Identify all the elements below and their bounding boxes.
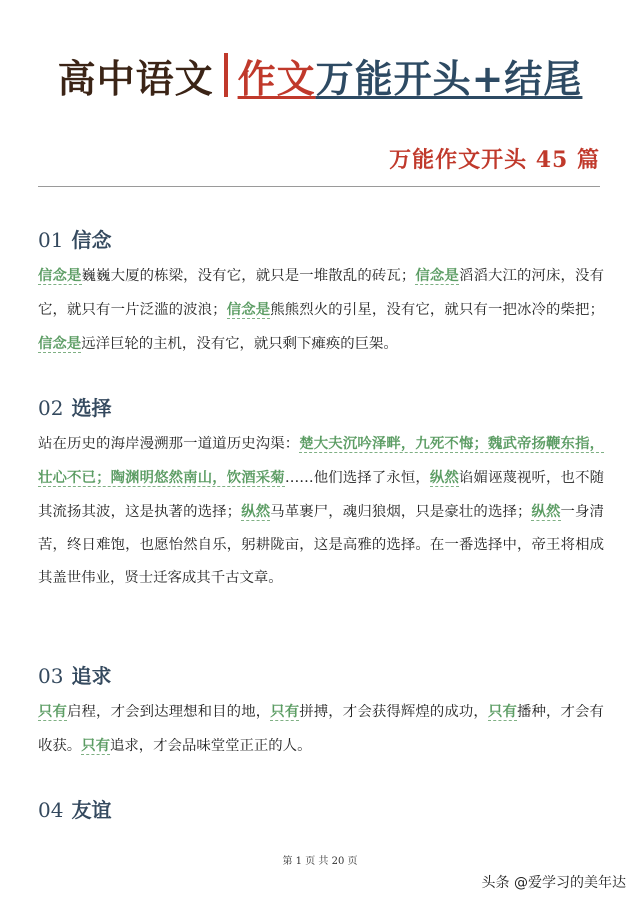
page-number: 第 1 页 共 20 页	[282, 856, 358, 867]
keyword-highlight: 信念是	[38, 267, 82, 284]
keyword-highlight: 信念是	[226, 301, 271, 318]
section-heading	[38, 224, 604, 253]
body-text: 追求，才会品味堂堂正正的人。	[109, 738, 312, 754]
body-text: 站在历史的海岸漫溯那一道道历史沟渠：	[38, 436, 300, 452]
section-number: 03	[38, 664, 64, 688]
body-text: 熊熊烈火的引星，没有它，就只有一把冰冷的柴把；	[270, 302, 604, 318]
header-divider	[38, 186, 600, 187]
body-text: 拼搏，才会获得辉煌的成功，	[299, 704, 488, 720]
section-pursuit	[38, 660, 604, 763]
keyword-highlight: 只有	[81, 737, 110, 754]
section-friendship	[38, 794, 604, 829]
section-paragraph	[38, 259, 604, 361]
section-heading	[38, 392, 604, 421]
body-text: 远洋巨轮的主机，没有它，就只剩下瘫痪的巨架。	[81, 336, 398, 352]
section-choice	[38, 392, 604, 595]
body-text: 播种，才会有收获。	[38, 704, 604, 754]
section-paragraph	[38, 695, 604, 763]
keyword-highlight: 只有	[38, 703, 68, 720]
section-number: 01	[38, 228, 64, 252]
body-text: 谄媚诬蔑视听，也不随其流扬其波，这是执著的选择；	[38, 470, 604, 520]
keyword-highlight: 纵然	[531, 503, 561, 520]
keyword-highlight: 信念是	[415, 267, 459, 284]
section-heading	[38, 794, 604, 823]
banner-rest: 万能开头+结尾	[315, 56, 583, 101]
section-title: 追求	[71, 664, 112, 688]
body-text: 一身清苦，终日难饱，也愿怡然自乐，躬耕陇亩，这是高雅的选择。在一番选择中，帝王将相成其盖世伟业，贤士迁客成其千古文章。	[38, 504, 604, 586]
body-text: 滔滔大江的河床，没有它，就只有一片泛滥的波浪；	[38, 268, 604, 318]
page-subtitle: 万能作文开头 45 篇	[389, 147, 600, 173]
keyword-highlight: 只有	[487, 703, 517, 720]
keyword-highlight: 只有	[270, 703, 300, 720]
watermark: 头条 @爱学习的美年达	[481, 875, 626, 891]
section-belief	[38, 224, 604, 361]
banner-subject: 高中语文	[57, 56, 214, 101]
section-title: 选择	[71, 396, 112, 420]
keyword-highlight: 纵然	[241, 503, 271, 520]
keyword-highlight: 纵然	[429, 469, 459, 486]
section-number: 04	[38, 798, 64, 822]
section-title: 友谊	[71, 798, 112, 822]
section-paragraph	[38, 427, 604, 595]
banner-divider	[224, 53, 228, 97]
keyword-highlight: 楚大夫沉吟泽畔，九死不悔；魏武帝扬鞭东指，壮心不已；陶渊明悠然南山，饮酒采菊	[38, 435, 604, 486]
title-banner	[0, 40, 640, 110]
body-text: 启程，才会到达理想和目的地，	[67, 704, 271, 720]
body-text: 马革裹尸，魂归狼烟，只是豪壮的选择；	[270, 504, 532, 520]
section-title: 信念	[71, 228, 112, 252]
body-text: ……他们选择了永恒，	[284, 470, 430, 486]
keyword-highlight: 信念是	[38, 335, 82, 352]
section-heading	[38, 660, 604, 689]
section-number: 02	[38, 396, 64, 420]
banner-accent: 作文	[237, 56, 316, 101]
body-text: 巍巍大厦的栋梁，没有它，就只是一堆散乱的砖瓦；	[81, 268, 416, 284]
